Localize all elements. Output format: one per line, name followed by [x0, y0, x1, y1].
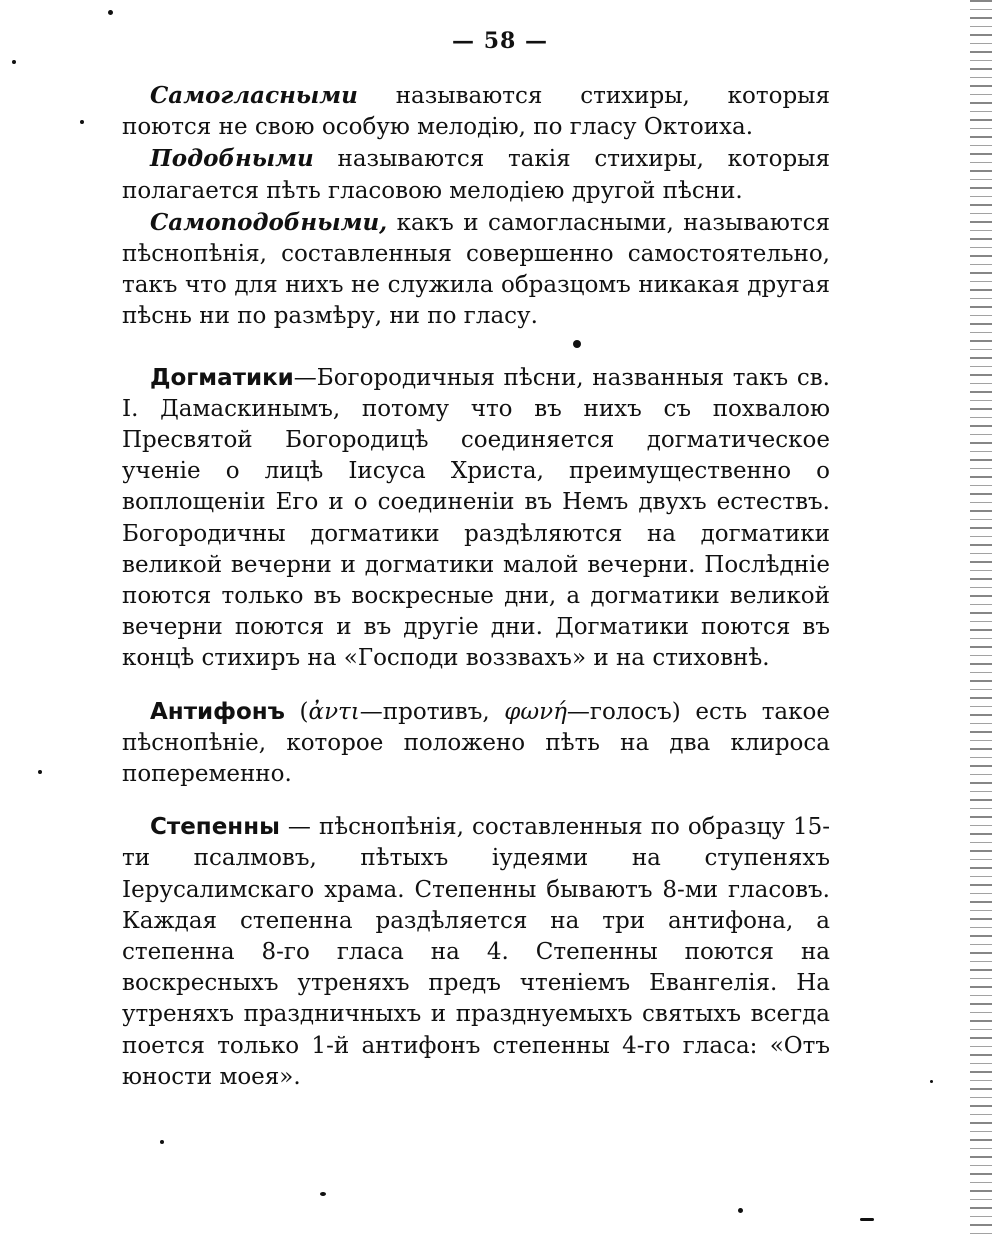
definition-text: какъ и самогласными, называются пѣснопѣнія, составленныя совершенно самостоятельно, такъ что для нихъ не служила образцомъ никакая другая пѣснь ни по размѣру, ни по гласу.	[122, 209, 830, 330]
greek-word: ἀντι	[308, 698, 360, 725]
term: Самоподобными,	[150, 208, 388, 236]
term: Догматики	[150, 364, 294, 391]
page-number: — 58 —	[452, 28, 548, 54]
scan-speck	[108, 10, 113, 15]
paragraph-stepenny	[122, 812, 830, 1093]
definition-text: называются такія стихиры, которыя полагается пѣть гласовою мелодіею другой пѣсни.	[122, 146, 830, 204]
paragraph-dogmatiki	[122, 363, 830, 675]
paragraph-podobny	[122, 143, 830, 206]
definition-text: —голосъ) есть такое пѣснопѣніе, которое положено пѣть на два клироса попеременно.	[122, 698, 830, 788]
paragraph-samopodobny	[122, 207, 830, 333]
definition-text: называются стихиры, которыя поются не свою особую мелодію, по гласу Октоиха.	[122, 83, 830, 141]
definition-text: — пѣснопѣнія, составленныя по образцу 15-ти псалмовъ, пѣтыхъ іудеями на ступеняхъ Іерусалимскаго храма. Степенны бываютъ 8-ми гласовъ. Каждая степенна раздѣляется на три антифона, а степенна 8-го гласа на 4. Степенны поются на воскресныхъ утреняхъ предъ чтеніемъ Евангелія. На утреняхъ праздничныхъ и празднуемыхъ святыхъ всегда поется только 1-й антифонъ степенны 4-го гласа: «Отъ юности моея».	[122, 814, 830, 1090]
scan-speck	[12, 60, 16, 64]
term: Степенны	[150, 814, 280, 841]
scan-speck	[160, 1140, 164, 1144]
term: Самогласными	[150, 82, 358, 109]
page-body	[122, 80, 830, 1093]
scan-edge-noise	[970, 0, 992, 1234]
definition-text: —противъ,	[359, 698, 505, 725]
term: Антифонъ	[150, 698, 285, 725]
scan-speck	[738, 1208, 743, 1213]
scan-speck	[38, 770, 42, 774]
greek-word: φωνή	[504, 698, 567, 725]
definition-text: (	[284, 698, 309, 725]
scan-speck	[573, 340, 581, 348]
paragraph-antifon	[122, 697, 830, 791]
paragraph-samoglasny	[122, 80, 830, 143]
scan-speck	[80, 120, 84, 124]
scan-speck	[320, 1192, 326, 1196]
definition-text: —Богородичныя пѣсни, названныя такъ св. І. Дамаскинымъ, потому что въ нихъ съ похвалою Пресвятой Богородицѣ соединяется догматическое ученіе о лицѣ Іисуса Христа, преимущественно о воплощеніи Его и о соединеніи въ Немъ двухъ естествъ. Богородичны догматики раздѣляются на догматики великой вечерни и догматики малой вечерни. Послѣдніе поются только въ воскресные дни, а догматики великой вечерни поются и въ другіе дни. Догматики поются въ концѣ стихиръ на «Господи воззвахъ» и на стиховнѣ.	[122, 364, 830, 672]
term: Подобными	[150, 145, 314, 173]
scan-speck	[860, 1218, 874, 1221]
scan-speck	[930, 1080, 933, 1083]
